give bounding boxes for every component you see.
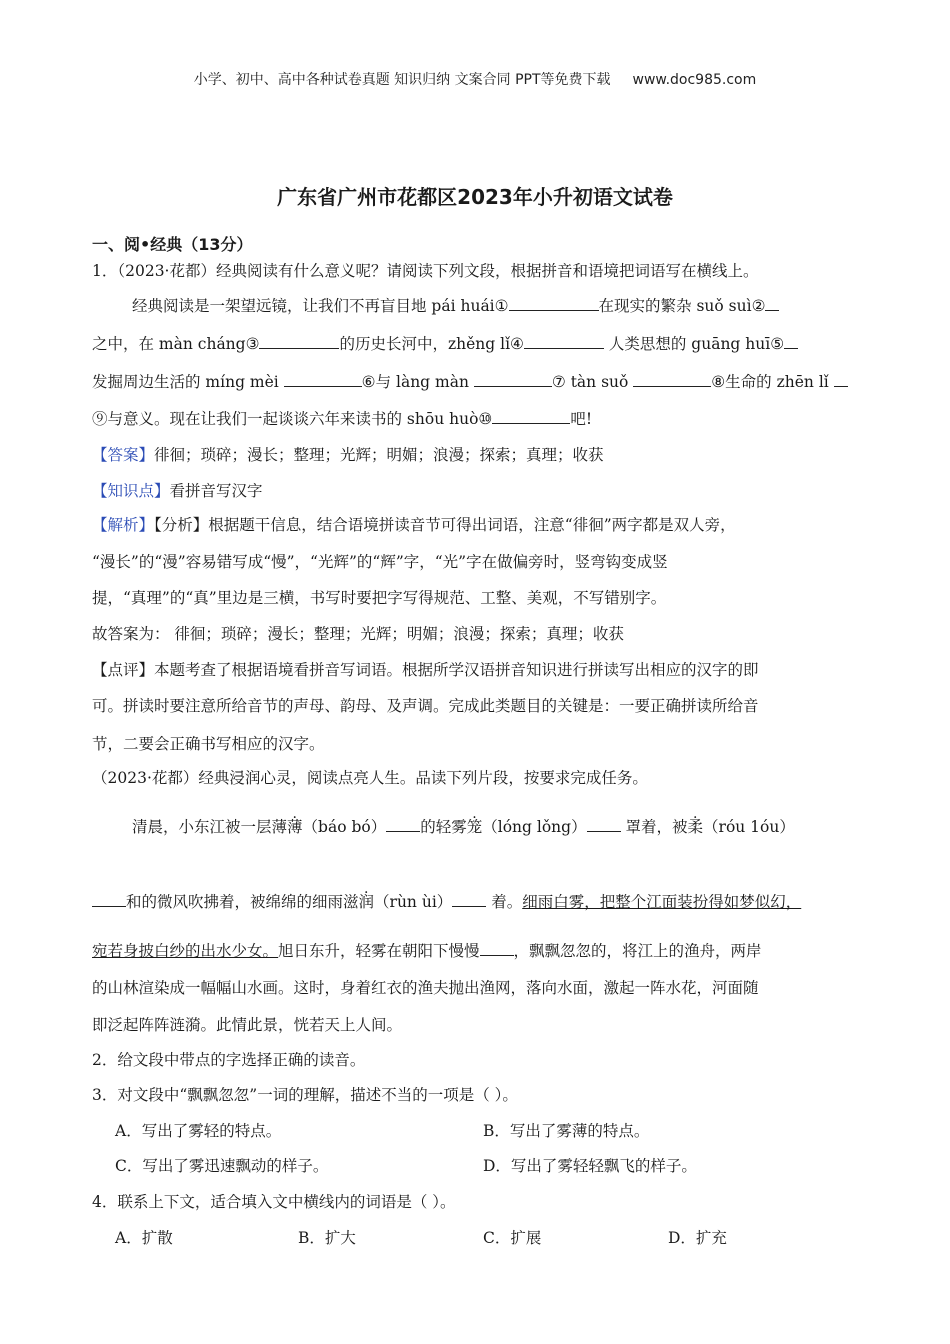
q1-passage-line-4 — [92, 407, 862, 429]
answer-blank — [386, 817, 420, 832]
answer-blank — [259, 334, 339, 349]
q1-passage-line-1 — [132, 294, 902, 316]
answer-blank — [509, 296, 599, 311]
answer-blank — [765, 296, 779, 311]
q1-comment-line-1: 【点评】本题考查了根据语境看拼音写词语。根据所学汉语拼音知识进行拼读写出相应的汉字的即 — [92, 661, 759, 679]
text: （lóng lǒng） — [482, 818, 587, 836]
text: ⑧生命的 zhēn lǐ — [711, 373, 834, 391]
underlined-sentence: 细雨白雾，把整个江面装扮得如梦似幻， — [522, 893, 802, 911]
q3-option-c[interactable]: C．写出了雾迅速飘动的样子。 — [115, 1157, 329, 1175]
answer-blank — [633, 372, 711, 387]
text: 的轻雾 — [420, 818, 467, 836]
q4-option-d[interactable]: D．扩充 — [668, 1229, 727, 1247]
text: 清晨，小东江被一层薄 — [132, 818, 288, 836]
text: ⑦ tàn suǒ — [551, 373, 634, 391]
exam-title: 广东省广州市花都区2023年小升初语文试卷 — [277, 185, 673, 209]
q1-analysis-line-1 — [92, 513, 862, 535]
answer-blank — [587, 817, 621, 832]
answer-blank — [524, 334, 604, 349]
answer-blank — [784, 334, 798, 349]
text: 吧! — [570, 410, 593, 428]
text: 罩着，被 — [620, 818, 688, 836]
text: 和的微风吹拂着，被绵绵的细雨滋 — [126, 893, 359, 911]
answer-blank — [284, 372, 362, 387]
text: （báo bó） — [302, 818, 387, 836]
q1-analysis-line-4: 故答案为： 徘徊；琐碎；漫长；整理；光辉；明媚；浪漫；探索；真理；收获 — [92, 625, 624, 643]
q4-option-b[interactable]: B．扩大 — [298, 1229, 356, 1247]
text: ⑨与意义。现在让我们一起谈谈六年来读书的 shōu huò⑩ — [92, 410, 493, 428]
q4-option-a[interactable]: A．扩散 — [115, 1229, 173, 1247]
q2-intro: （2023·花都）经典浸润心灵，阅读点亮人生。品读下列片段，按要求完成任务。 — [92, 769, 648, 787]
answer-blank — [474, 372, 552, 387]
q1-answer — [92, 443, 862, 465]
text: 之中，在 màn cháng③ — [92, 335, 260, 353]
passage-line-5: 即泛起阵阵涟漪。此情此景，恍若天上人间。 — [92, 1016, 403, 1034]
answer-text: 徘徊；琐碎；漫长；整理；光辉；明媚；浪漫；探索；真理；收获 — [154, 446, 604, 464]
page-header — [0, 69, 950, 89]
text: 的历史长河中，zhěng lǐ④ — [339, 335, 524, 353]
text: 人类思想的 guāng huī⑤ — [603, 335, 785, 353]
text: 旭日东升，轻雾在朝阳下慢慢 — [278, 942, 480, 960]
passage-line-2 — [92, 890, 862, 912]
analysis-tag: 【解析】 — [92, 516, 155, 534]
answer-blank — [92, 892, 126, 907]
text: （rùn ùi） — [374, 893, 453, 911]
q1-passage-line-3 — [92, 370, 862, 392]
text: 在现实的繁杂 suǒ suì② — [598, 297, 766, 315]
q1-comment-line-2: 可。拼读时要注意所给音节的声母、韵母、及声调。完成此类题目的关键是：一要正确拼读所给音 — [92, 697, 759, 715]
q1-passage-line-2 — [92, 332, 862, 354]
header-site: www.doc985.com — [632, 72, 757, 88]
text: 经典阅读是一架望远镜，让我们不再盲目地 pái huái① — [132, 297, 509, 315]
q3-option-b[interactable]: B．写出了雾薄的特点。 — [483, 1122, 650, 1140]
passage-line-4: 的山林渲染成一幅幅山水画。这时，身着红衣的渔夫抛出渔网，落向水面，激起一阵水花，河面随 — [92, 979, 759, 997]
dotted-char: 薄 — [287, 818, 303, 836]
underlined-sentence: 宛若身披白纱的出水少女。 — [92, 942, 279, 960]
passage-line-1 — [132, 815, 902, 837]
q3-option-a[interactable]: A．写出了雾轻的特点。 — [115, 1122, 282, 1140]
analysis-text: 【分析】根据题干信息，结合语境拼读音节可得出词语，注意“徘徊”两字都是双人旁， — [154, 516, 736, 534]
q1-analysis-line-3: 提，“真理”的“真”里边是三横，书写时要把字写得规范、工整、美观，不写错别字。 — [92, 589, 667, 607]
q4-option-c[interactable]: C．扩展 — [483, 1229, 542, 1247]
dotted-char: 柔 — [687, 818, 704, 836]
text: ，飘飘忽忽的，将江上的渔舟，两岸 — [513, 942, 762, 960]
q1-analysis-line-2: “漫长”的“漫”容易错写成“慢”，“光辉”的“辉”字，“光”字在做偏旁时，竖弯钩变成竖 — [92, 553, 668, 571]
answer-blank — [834, 372, 848, 387]
q3-stem: 3．对文段中“飘飘忽忽”一词的理解，描述不当的一项是（ ）。 — [92, 1086, 518, 1104]
answer-blank — [480, 941, 514, 956]
q1-knowledge-point — [92, 479, 862, 501]
passage-line-3 — [92, 939, 862, 961]
section-heading: 一、阅•经典（13分） — [92, 235, 253, 254]
header-text: 小学、初中、高中各种试卷真题 知识归纳 文案合同 PPT等免费下载 — [193, 72, 611, 88]
answer-blank — [492, 409, 570, 424]
knowledge-text: 看拼音写汉字 — [169, 482, 263, 500]
q4-stem: 4．联系上下文，适合填入文中横线内的词语是（ ）。 — [92, 1193, 456, 1211]
text: （róu 1óu） — [703, 818, 795, 836]
text: ⑥与 làng màn — [361, 373, 474, 391]
q3-option-d[interactable]: D．写出了雾轻轻飘飞的样子。 — [483, 1157, 697, 1175]
text: 发掘周边生活的 míng mèi — [92, 373, 284, 391]
q1-comment-line-3: 节，二要会正确书写相应的汉字。 — [92, 735, 325, 753]
answer-blank — [452, 892, 486, 907]
q1-stem: 1．（2023·花都）经典阅读有什么意义呢？请阅读下列文段，根据拼音和语境把词语写在横线上。 — [92, 262, 759, 280]
dotted-char: 润 — [358, 893, 375, 911]
dotted-char: 笼 — [466, 818, 483, 836]
answer-tag: 【答案】 — [92, 446, 155, 464]
q2-stem: 2．给文段中带点的字选择正确的读音。 — [92, 1051, 366, 1069]
text: 着。 — [486, 893, 523, 911]
knowledge-tag: 【知识点】 — [92, 482, 170, 500]
